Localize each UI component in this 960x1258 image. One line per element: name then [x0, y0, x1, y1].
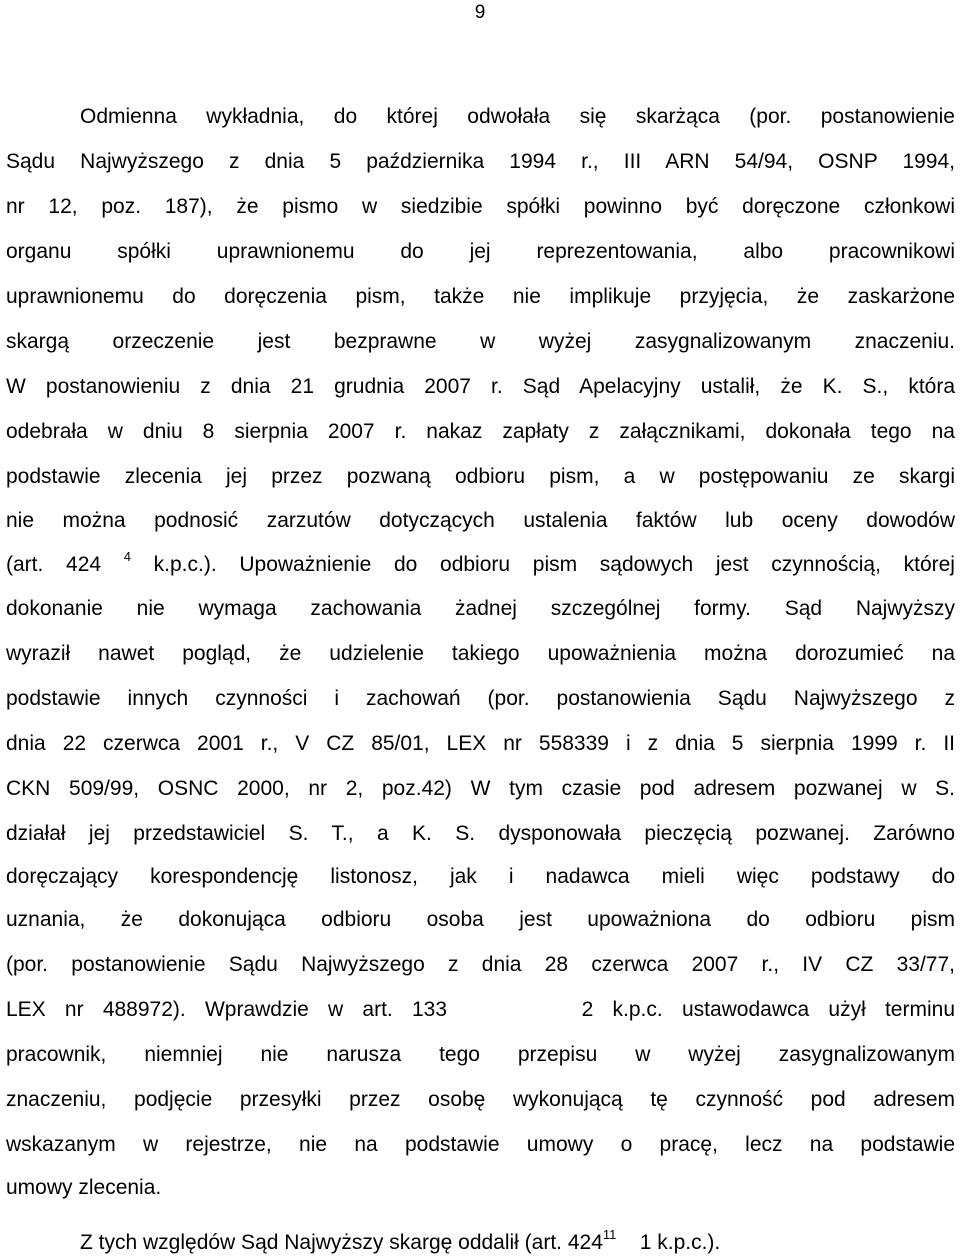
text-line: wyraził nawet pogląd, że udzielenie takiego upoważnienia można dorozumieć na — [6, 642, 955, 665]
text-line: umowy zlecenia. — [6, 1176, 162, 1199]
text-segment: Z tych względów Sąd Najwyższy skargę oddalił (art. 424 — [80, 1231, 603, 1254]
text-line: nie można podnosić zarzutów dotyczących ustalenia faktów lub oceny dowodów — [6, 509, 955, 532]
text-line: podstawie innych czynności i zachowań (por. postanowienia Sądu Najwyższego z — [6, 687, 955, 710]
superscript: 11 — [602, 1227, 617, 1242]
text-line: pracownik, niemniej nie narusza tego przepisu w wyżej zasygnalizowanym — [6, 1043, 955, 1066]
text-segment: LEX nr 488972). Wprawdzie w art. 133 — [6, 998, 448, 1021]
text-line: W postanowieniu z dnia 21 grudnia 2007 r. Sąd Apelacyjny ustalił, że K. S., która — [6, 375, 955, 398]
text-line: Sądu Najwyższego z dnia 5 października 1994 r., III ARN 54/94, OSNP 1994, — [6, 150, 955, 173]
text-line — [6, 550, 955, 580]
text-line: działał jej przedstawiciel S. T., a K. S. dysponowała pieczęcią pozwanej. Zarówno — [6, 822, 955, 845]
text-segment: k.p.c.). Upoważnienie do odbioru pism sądowych jest czynnością, której — [153, 553, 955, 576]
text-segment: 1 k.p.c.). — [639, 1231, 721, 1254]
text-line: uznania, że dokonująca odbioru osoba jest upoważniona do odbioru pism — [6, 908, 955, 931]
text-segment: 2 k.p.c. ustawodawca użył terminu — [581, 998, 956, 1021]
text-line: (por. postanowienie Sądu Najwyższego z dnia 28 czerwca 2007 r., IV CZ 33/77, — [6, 953, 955, 976]
text-line: znaczeniu, podjęcie przesyłki przez osobę wykonującą tę czynność pod adresem — [6, 1088, 955, 1111]
text-line: uprawnionemu do doręczenia pism, także nie implikuje przyjęcia, że zaskarżone — [6, 285, 955, 308]
text-line — [80, 1228, 955, 1258]
text-line: podstawie zlecenia jej przez pozwaną odbioru pism, a w postępowaniu ze skargi — [6, 465, 955, 488]
text-segment: (art. 424 — [6, 553, 102, 576]
text-line: dokonanie nie wymaga zachowania żadnej szczególnej formy. Sąd Najwyższy — [6, 597, 955, 620]
superscript: 4 — [123, 549, 131, 564]
page-number: 9 — [474, 2, 486, 23]
text-line: doręczający korespondencję listonosz, jak i nadawca mieli więc podstawy do — [6, 865, 955, 888]
text-line: dnia 22 czerwca 2001 r., V CZ 85/01, LEX nr 558339 i z dnia 5 sierpnia 1999 r. II — [6, 732, 955, 755]
text-line: skargą orzeczenie jest bezprawne w wyżej zasygnalizowanym znaczeniu. — [6, 330, 955, 353]
text-line: wskazanym w rejestrze, nie na podstawie umowy o pracę, lecz na podstawie — [6, 1133, 955, 1156]
text-line: odebrała w dniu 8 sierpnia 2007 r. nakaz zapłaty z załącznikami, dokonała tego na — [6, 420, 955, 443]
text-line: nr 12, poz. 187), że pismo w siedzibie spółki powinno być doręczone członkowi — [6, 195, 955, 218]
text-line — [6, 995, 955, 1025]
text-line: Odmienna wykładnia, do której odwołała się skarżąca (por. postanowienie — [80, 105, 955, 128]
text-line: CKN 509/99, OSNC 2000, nr 2, poz.42) W tym czasie pod adresem pozwanej w S. — [6, 777, 955, 800]
text-line: organu spółki uprawnionemu do jej reprezentowania, albo pracownikowi — [6, 240, 955, 263]
